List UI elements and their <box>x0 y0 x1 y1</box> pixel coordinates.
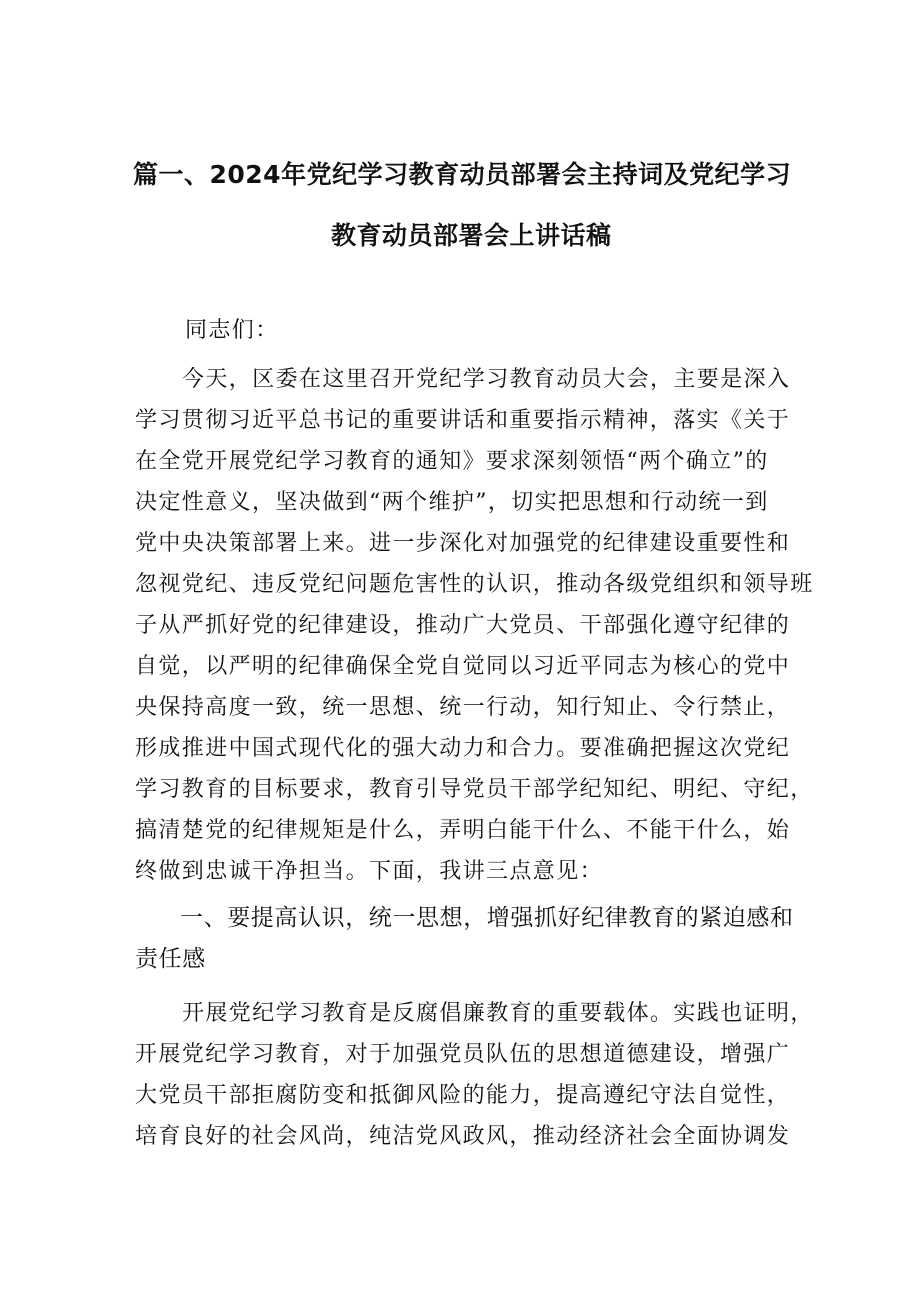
paragraph-1-line: 党中央决策部署上来。进一步深化对加强党的纪律建设重要性和 <box>135 531 791 556</box>
paragraph-1-line: 今天，区委在这里召开党纪学习教育动员大会，主要是深入 <box>182 367 791 392</box>
document-title-line-1: 篇一、2024年党纪学习教育动员部署会主持词及党纪学习 <box>133 160 792 189</box>
document-title-line-2: 教育动员部署会上讲话稿 <box>331 221 612 250</box>
paragraph-2-line: 大党员干部拒腐防变和抵御风险的能力，提高遵纪守法自觉性， <box>135 1083 791 1108</box>
section-1-heading-line-1: 一、要提高认识，统一思想，增强抓好纪律教育的紧迫感和 <box>180 905 794 931</box>
paragraph-1-line: 搞清楚党的纪律规矩是什么，弄明白能干什么、不能干什么，始 <box>135 818 791 843</box>
paragraph-1-line: 学习贯彻习近平总书记的重要讲话和重要指示精神，落实《关于 <box>135 408 791 433</box>
paragraph-2-line: 开展党纪学习教育是反腐倡廉教育的重要载体。实践也证明， <box>182 1001 814 1026</box>
paragraph-2-line: 培育良好的社会风尚，纯洁党风政风，推动经济社会全面协调发 <box>135 1124 791 1149</box>
section-1-heading-line-2: 责任感 <box>135 946 206 972</box>
paragraph-1-line: 子从严抓好党的纪律建设，推动广大党员、干部强化遵守纪律的 <box>135 613 791 638</box>
paragraph-1-line: 决定性意义，坚决做到“两个维护”，切实把思想和行动统一到 <box>135 490 769 515</box>
paragraph-1-line: 央保持高度一致，统一思想、统一行动，知行知止、令行禁止， <box>135 695 791 720</box>
paragraph-1-line: 忽视党纪、违反党纪问题危害性的认识，推动各级党组织和领导班 <box>135 572 814 597</box>
paragraph-1-line: 在全党开展党纪学习教育的通知》要求深刻领悟“两个确立”的 <box>135 449 769 474</box>
paragraph-1-line: 学习教育的目标要求，教育引导党员干部学纪知纪、明纪、守纪， <box>135 777 814 802</box>
paragraph-1-line: 终做到忠诚干净担当。下面，我讲三点意见： <box>135 859 604 884</box>
paragraph-1-line: 自觉，以严明的纪律确保全党自觉同以习近平同志为核心的党中 <box>135 654 791 679</box>
paragraph-2-line: 开展党纪学习教育，对于加强党员队伍的思想道德建设，增强广 <box>135 1042 791 1067</box>
paragraph-1-line: 形成推进中国式现代化的强大动力和合力。要准确把握这次党纪 <box>135 736 791 761</box>
greeting: 同志们： <box>185 318 279 343</box>
